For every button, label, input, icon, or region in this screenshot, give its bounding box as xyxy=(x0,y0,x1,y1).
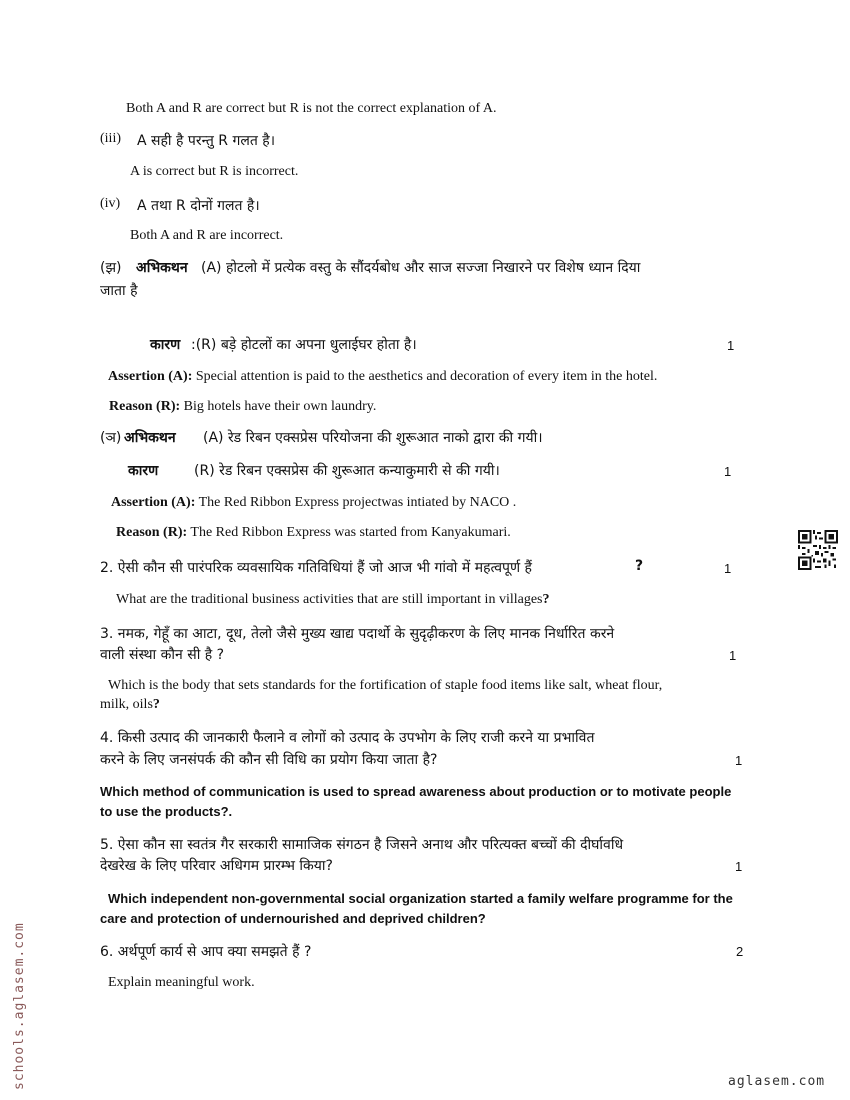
reason-2-en-label: Reason (R): xyxy=(116,525,188,540)
footer-watermark: aglasem.com xyxy=(728,1074,826,1089)
q4-english-line1: Which method of communication is used to spread awareness about production or to motivate people xyxy=(100,784,732,799)
option-ii-english: Both A and R are correct but R is not the correct explanation of A. xyxy=(126,101,497,116)
q2-english-text: What are the traditional business activities that are still important in villages xyxy=(116,592,543,607)
q2-hindi: 2. ऐसी कौन सी पारंपरिक व्यवसायिक गतिविधियां हैं जो आज भी गांवो में महत्वपूर्ण हैं xyxy=(100,560,532,576)
marks-label: 1 xyxy=(729,648,737,663)
assertion-2-english xyxy=(111,495,516,511)
option-iv-hindi: A तथा R दोनों गलत है। xyxy=(137,198,260,214)
reason-1-en-text: Big hotels have their own laundry. xyxy=(183,399,377,414)
reason-2-hindi: (R) रेड रिबन एक्सप्रेस की शुरूआत कन्याकुमारी से की गयी। xyxy=(194,463,500,479)
question-ja-number: (ञ) xyxy=(100,430,122,446)
question-ja-label: अभिकथन xyxy=(124,430,176,446)
marks-label: 2 xyxy=(736,944,744,959)
reason-1-label: कारण xyxy=(150,337,181,353)
marks-label: 1 xyxy=(724,561,732,576)
q4-english-line2: to use the products?. xyxy=(100,804,233,819)
side-watermark: schools.aglasem.com xyxy=(12,922,27,1090)
reason-2-english xyxy=(116,525,511,541)
q3-english-line2 xyxy=(100,697,160,713)
reason-2-label: कारण xyxy=(128,463,159,479)
q6-english: Explain meaningful work. xyxy=(108,975,255,990)
question-jha-label: अभिकथन xyxy=(136,260,188,276)
option-iv-number: (iv) xyxy=(100,196,121,211)
option-iv-english: Both A and R are incorrect. xyxy=(130,228,284,243)
q4-hindi-line1: 4. किसी उत्पाद की जानकारी फैलाने व लोगों को उत्पाद के उपभोग के लिए राजी करने या प्रभावित xyxy=(100,730,595,746)
marks-label: 1 xyxy=(735,753,743,768)
question-ja-text: (A) रेड रिबन एक्सप्रेस परियोजना की शुरूआत नाको द्वारा की गयी। xyxy=(203,430,543,446)
q5-english-line1: Which independent non-governmental social organization started a family welfare programme for the xyxy=(108,891,733,906)
q3-english-line2-text: milk, oils xyxy=(100,697,153,712)
q3-english-line1: Which is the body that sets standards for the fortification of staple food items like salt, wheat flour, xyxy=(108,678,663,693)
reason-1-english xyxy=(109,399,376,415)
assertion-1-english xyxy=(108,369,657,385)
q2-english xyxy=(116,592,550,608)
q3-hindi-line1: 3. नमक, गेहूँ का आटा, दूध, तेलो जैसे मुख्य खाद्य पदार्थो के सुदृढ़ीकरण के लिए मानक निर्धारित करने xyxy=(100,626,615,642)
qr-code-icon xyxy=(798,530,838,570)
q3-english-qmark: ? xyxy=(152,697,160,712)
marks-label: 1 xyxy=(724,464,732,479)
question-jha-number: (झ) xyxy=(100,260,122,276)
assertion-1-label: Assertion (A): xyxy=(108,369,193,384)
q2-english-qmark: ? xyxy=(542,592,550,607)
option-iii-hindi: A सही है परन्तु R गलत है। xyxy=(137,133,276,149)
reason-2-en-text: The Red Ribbon Express was started from Kanyakumari. xyxy=(190,525,511,540)
option-iii-english: A is correct but R is incorrect. xyxy=(130,164,299,179)
question-jha-text: (A) होटलो में प्रत्येक वस्तु के सौंदर्यबोध और साज सज्जा निखारने पर विशेष ध्यान दिया xyxy=(201,260,641,276)
assertion-1-text: Special attention is paid to the aesthetics and decoration of every item in the hotel. xyxy=(195,369,658,384)
q5-hindi-line1: 5. ऐसा कौन सा स्वतंत्र गैर सरकारी सामाजिक संगठन है जिसने अनाथ और परित्यक्त बच्चों की दीर्घावधि xyxy=(100,837,624,853)
reason-1-hindi: :(R) बड़े होटलों का अपना धुलाईघर होता है। xyxy=(191,337,417,353)
q3-hindi-line2: वाली संस्था कौन सी है ? xyxy=(100,647,225,663)
question-jha-text-cont: जाता है xyxy=(100,283,138,299)
assertion-2-text: The Red Ribbon Express projectwas intiated by NACO . xyxy=(198,495,517,510)
reason-1-en-label: Reason (R): xyxy=(109,399,181,414)
assertion-2-label: Assertion (A): xyxy=(111,495,196,510)
q6-hindi: 6. अर्थपूर्ण कार्य से आप क्या समझते हैं ? xyxy=(100,944,312,960)
marks-label: 1 xyxy=(735,859,743,874)
option-iii-number: (iii) xyxy=(100,131,121,146)
q2-hindi-qmark: ? xyxy=(635,558,644,574)
q5-english-line2: care and protection of undernourished and deprived children? xyxy=(100,911,486,926)
q5-hindi-line2: देखरेख के लिए परिवार अधिगम प्रारम्भ किया? xyxy=(100,858,333,874)
q4-hindi-line2: करने के लिए जनसंपर्क की कौन सी विधि का प्रयोग किया जाता है? xyxy=(100,752,438,768)
marks-label: 1 xyxy=(727,338,735,353)
